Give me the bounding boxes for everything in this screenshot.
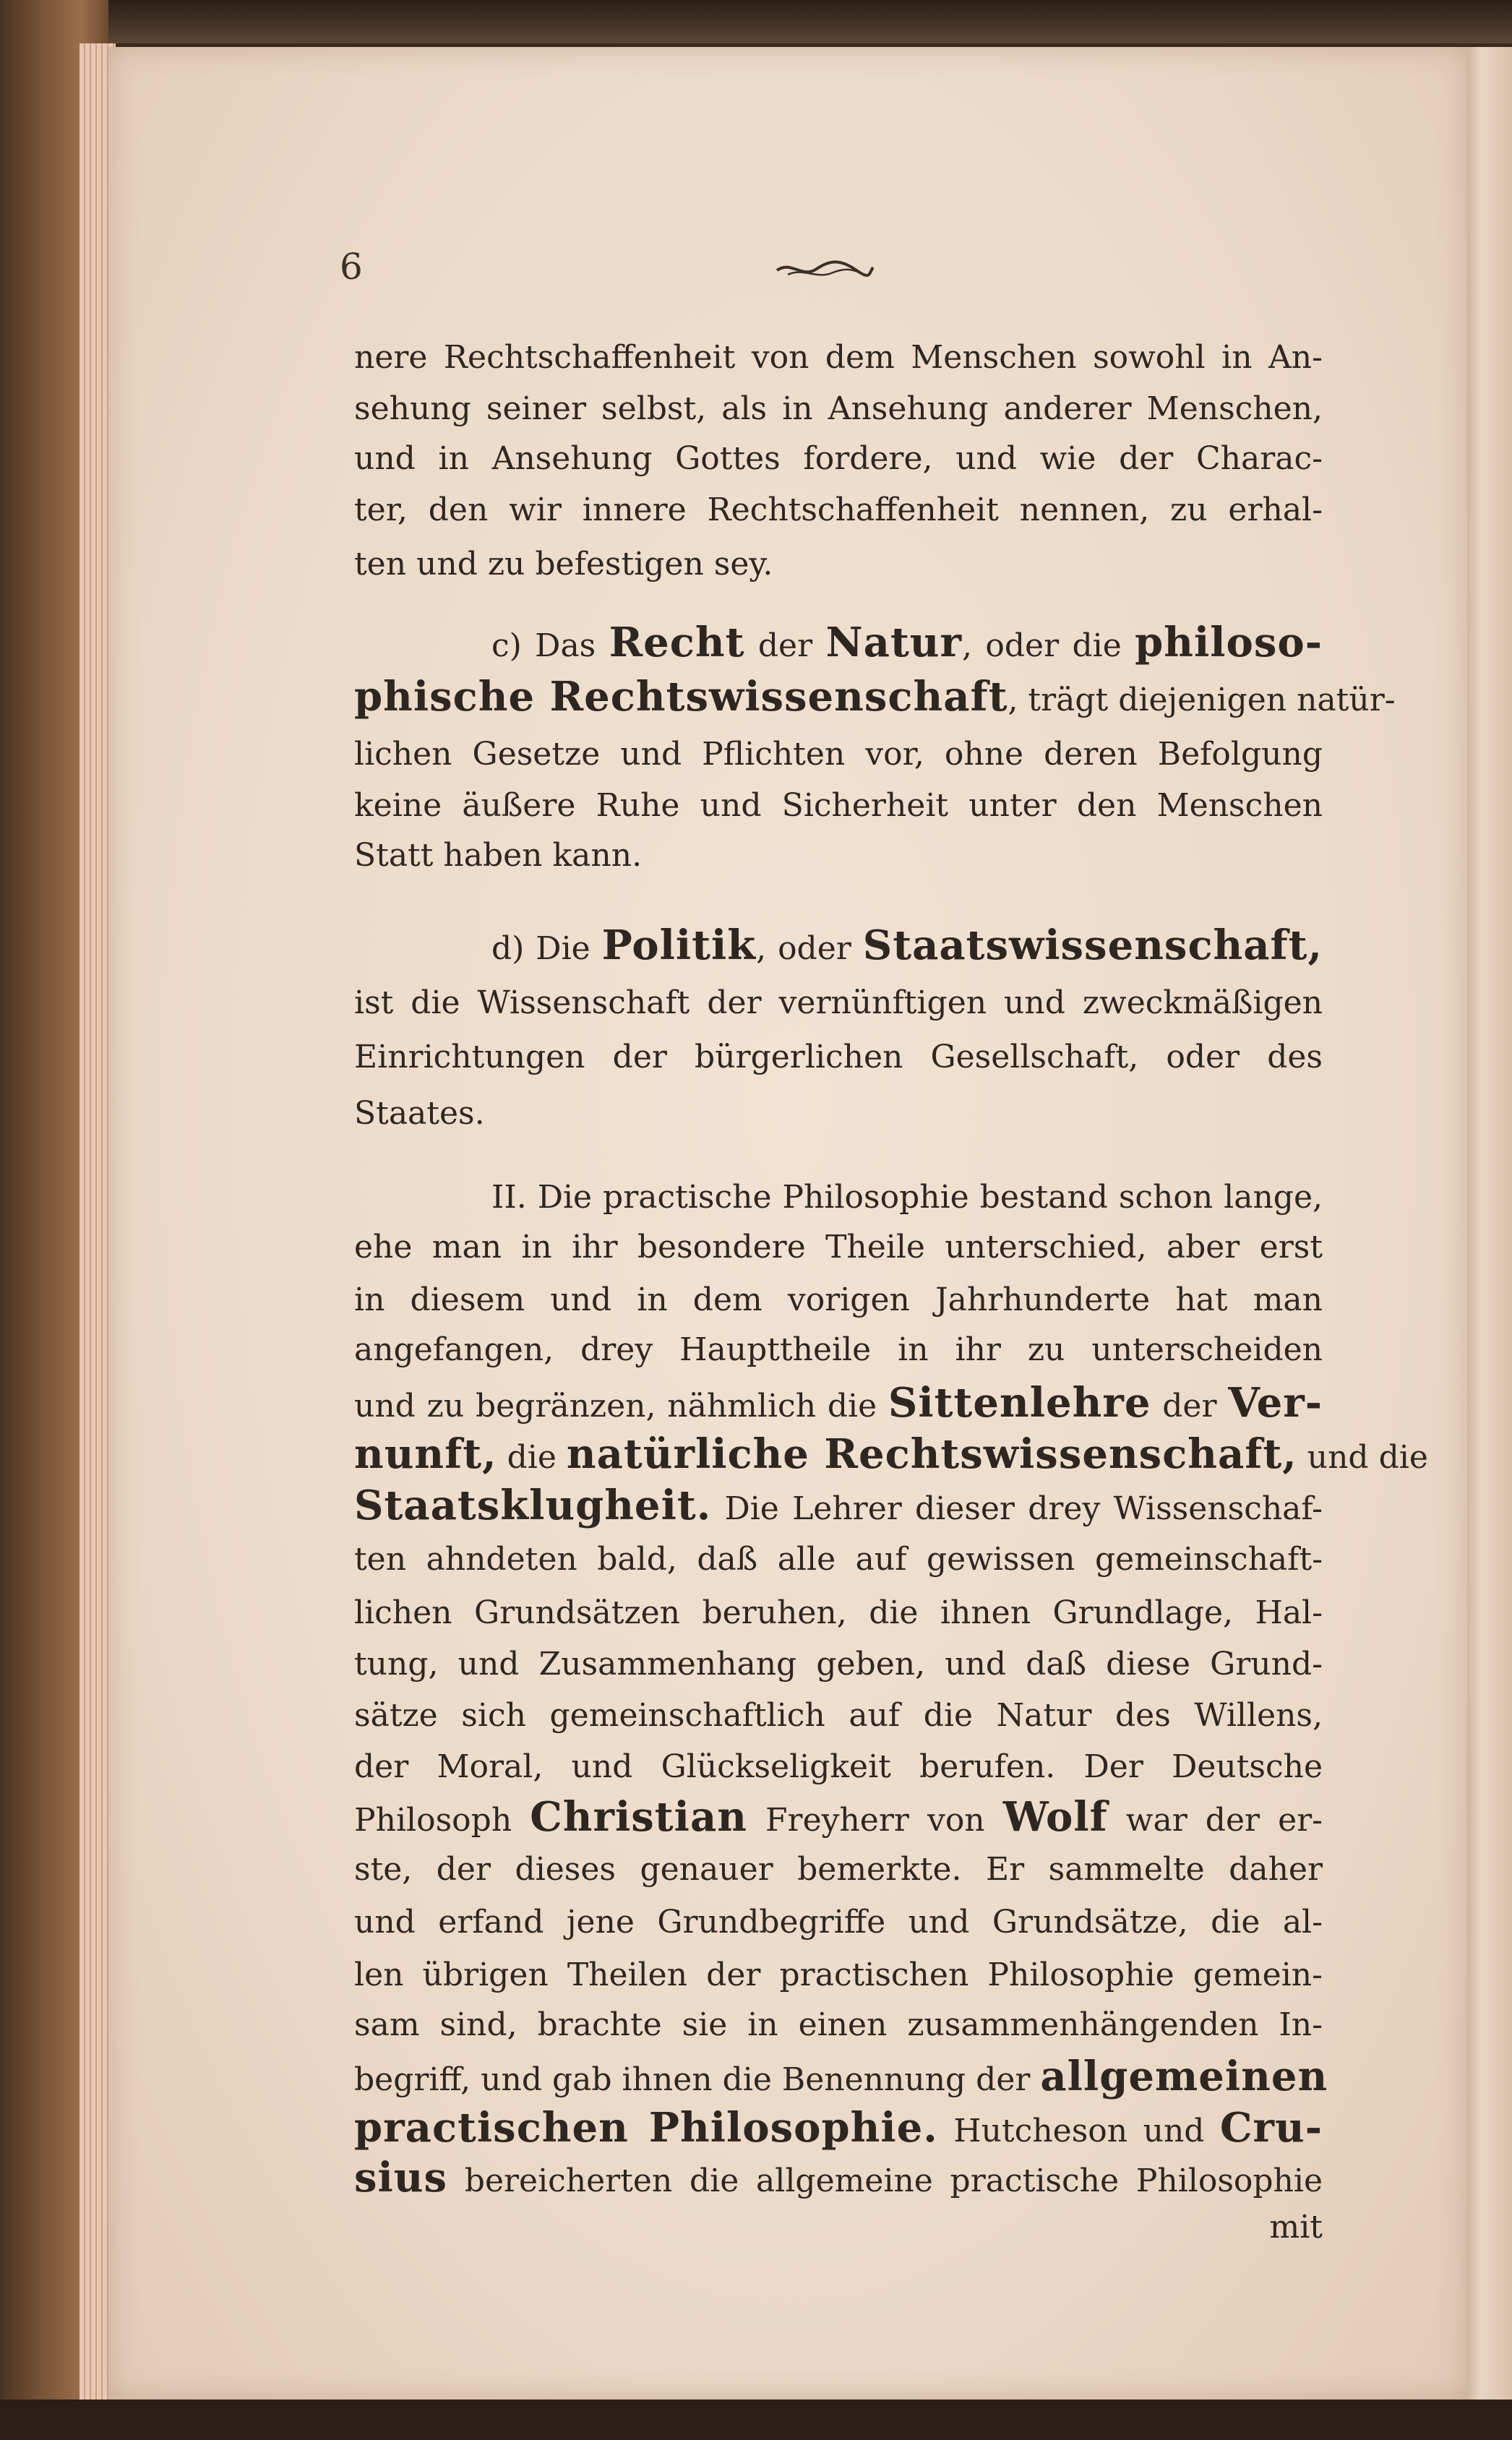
text-line <box>354 1954 1323 1997</box>
text-line <box>354 1694 1323 1737</box>
emphasized-term: Ver- <box>1228 1379 1323 1427</box>
text-segment: d) Die <box>491 930 602 967</box>
text-line <box>354 1643 1323 1686</box>
text-segment: c) Das <box>491 627 609 664</box>
text-line <box>354 336 1323 379</box>
page-number: 6 <box>340 246 363 288</box>
emphasized-term: Wolf <box>1002 1793 1108 1841</box>
text-segment: und erfand jene Grundbegriffe und Grundsätze, die al- <box>354 1904 1323 1941</box>
text-segment: sätze sich gemeinschaftlich auf die Natur des Willens, <box>354 1697 1323 1734</box>
text-segment: ste, der dieses genauer bemerkte. Er sammelte daher <box>354 1851 1323 1888</box>
emphasized-term: Staatswissenschaft, <box>862 922 1323 969</box>
text-line <box>354 489 1323 532</box>
text-segment: II. Die practische Philosophie bestand schon lange, <box>491 1179 1323 1216</box>
text-segment: in diesem und in dem vorigen Jahrhunderte hat man <box>354 1281 1323 1318</box>
text-segment: , oder die <box>962 627 1135 664</box>
text-segment: und in Ansehung Gottes fordere, und wie der Charac- <box>354 440 1323 477</box>
emphasized-term: Sittenlehre <box>888 1379 1151 1427</box>
facing-page-edge <box>1467 47 1512 2403</box>
text-line <box>354 543 1323 586</box>
text-line <box>354 1745 1323 1789</box>
text-line <box>354 1279 1323 1322</box>
emphasized-term: Natur <box>825 619 963 666</box>
text-segment: Philosoph <box>354 1802 531 1839</box>
emphasized-term: Christian <box>530 1793 747 1841</box>
text-segment: ist die Wissenschaft der vernünftigen und zweckmäßigen <box>354 984 1323 1021</box>
text-segment: Freyherr von <box>747 1802 1003 1839</box>
emphasized-term: nunft, <box>354 1430 497 1478</box>
text-segment: war der er- <box>1107 1802 1323 1839</box>
text-segment: mit <box>1269 2209 1323 2246</box>
emphasized-term: Politik <box>601 922 757 969</box>
text-line <box>354 2206 1323 2249</box>
text-line <box>354 1484 1323 1531</box>
text-segment: Hutcheson und <box>937 2113 1220 2149</box>
emphasized-term: allgemeinen <box>1040 2053 1328 2100</box>
text-line <box>354 1328 1323 1372</box>
text-line <box>354 1381 1323 1428</box>
text-segment: lichen Gesetze und Pflichten vor, ohne deren Befolgung <box>354 736 1323 773</box>
emphasized-term: Recht <box>609 619 745 666</box>
text-line <box>491 621 1323 668</box>
text-segment: ten und zu befestigen sey. <box>354 546 773 583</box>
text-line <box>354 2053 1328 2102</box>
text-segment: tung, und Zusammenhang geben, und daß diese Grund- <box>354 1646 1323 1683</box>
ornament-icon <box>773 254 875 283</box>
text-segment: len übrigen Theilen der practischen Philosophie gemein- <box>354 1956 1323 1993</box>
text-segment: bereicherten die allgemeine practische Philosophie <box>447 2162 1323 2199</box>
text-line <box>354 834 1323 877</box>
text-segment: sehung seiner selbst, als in Ansehung anderer Menschen, <box>354 390 1323 427</box>
text-segment: sam sind, brachte sie in einen zusammenhängenden In- <box>354 2006 1323 2043</box>
text-line <box>354 733 1323 776</box>
emphasized-term: Staatsklugheit. <box>354 1482 712 1529</box>
text-segment: Statt haben kann. <box>354 837 643 874</box>
text-segment: ter, den wir innere Rechtschaffenheit nennen, zu erhal- <box>354 491 1323 528</box>
text-segment: der <box>744 627 826 664</box>
text-line <box>354 981 1323 1025</box>
text-segment: nere Rechtschaffenheit von dem Menschen sowohl in An- <box>354 339 1323 376</box>
text-segment: angefangen, drey Haupttheile in ihr zu unterscheiden <box>354 1331 1323 1368</box>
emphasized-term: natürliche Rechtswissenschaft, <box>566 1430 1297 1478</box>
text-line <box>354 1430 1428 1479</box>
text-segment: , trägt diejenigen natür- <box>1008 682 1396 718</box>
text-segment: und die <box>1297 1439 1428 1476</box>
text-line <box>354 1795 1323 1842</box>
text-line <box>354 2003 1323 2047</box>
text-line <box>354 1848 1323 1891</box>
text-segment: die <box>497 1439 567 1476</box>
text-segment: Die Lehrer dieser drey Wissenschaf- <box>711 1490 1323 1527</box>
emphasized-term: philoso- <box>1135 619 1323 666</box>
text-segment: Einrichtungen der bürgerlichen Gesellschaft, oder des <box>354 1039 1323 1075</box>
text-segment: und zu begränzen, nähmlich die <box>354 1388 888 1425</box>
text-line <box>354 1036 1323 1079</box>
text-line <box>354 1538 1323 1581</box>
text-line <box>491 924 1323 971</box>
text-segment: lichen Grundsätzen beruhen, die ihnen Grundlage, Hal- <box>354 1594 1323 1631</box>
text-segment: keine äußere Ruhe und Sicherheit unter den Menschen <box>354 787 1323 824</box>
emphasized-term: practischen Philosophie. <box>354 2104 938 2152</box>
book-cover-top <box>0 0 1512 43</box>
text-segment: ehe man in ihr besondere Theile unterschied, aber erst <box>354 1229 1323 1266</box>
book-cover-bottom <box>0 2400 1512 2440</box>
text-line <box>354 1591 1323 1635</box>
text-segment: der <box>1151 1388 1229 1425</box>
text-line <box>354 1092 1323 1135</box>
text-line <box>354 784 1323 828</box>
text-line <box>354 387 1323 431</box>
text-line <box>354 1901 1323 1944</box>
text-line <box>354 1226 1323 1269</box>
text-line <box>354 673 1396 722</box>
text-segment: Staates. <box>354 1095 485 1132</box>
text-segment: ten ahndeten bald, daß alle auf gewissen gemeinschaft- <box>354 1541 1323 1578</box>
text-line <box>491 1176 1323 1219</box>
text-segment: , oder <box>756 930 863 967</box>
text-line <box>354 437 1323 481</box>
emphasized-term: Cru- <box>1219 2104 1323 2152</box>
text-segment: begriff, und gab ihnen die Benennung der <box>354 2061 1041 2098</box>
emphasized-term: phische Rechtswissenschaft <box>354 673 1008 721</box>
text-line <box>354 2156 1323 2203</box>
text-line <box>354 2106 1323 2153</box>
text-segment: der Moral, und Glückseligkeit berufen. Der Deutsche <box>354 1748 1323 1785</box>
emphasized-term: sius <box>354 2154 448 2201</box>
